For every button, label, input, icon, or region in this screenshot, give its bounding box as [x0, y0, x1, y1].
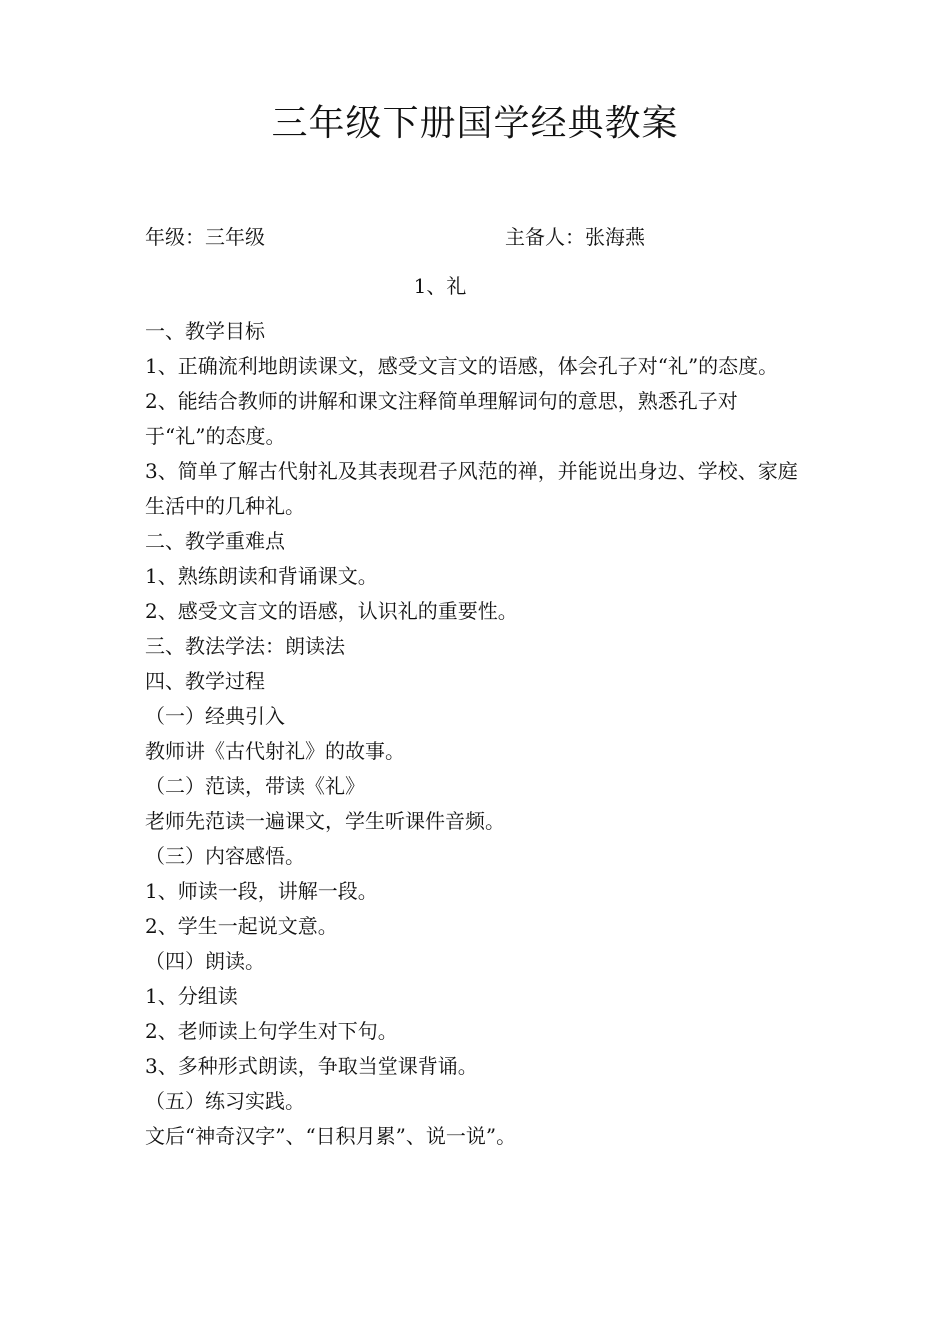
subsection-heading: （五）练习实践。 — [145, 1089, 305, 1113]
lesson-body — [145, 314, 810, 1154]
section-heading: 四、教学过程 — [145, 669, 265, 693]
paragraph: 3、简单了解古代射礼及其表现君子风范的禅，并能说出身边、学校、家庭生活中的几种礼。 — [145, 459, 798, 518]
section-heading: 二、教学重难点 — [145, 529, 285, 553]
document-title: 三年级下册国学经典教案 — [271, 103, 679, 144]
subsection-heading: （一）经典引入 — [145, 704, 285, 728]
paragraph: 2、能结合教师的讲解和课文注释简单理解词句的意思，熟悉孔子对于“礼”的态度。 — [145, 389, 738, 448]
paragraph: 老师先范读一遍课文，学生听课件音频。 — [145, 809, 505, 833]
author-label: 主备人：张海燕 — [505, 225, 645, 249]
subsection-heading: （四）朗读。 — [145, 949, 265, 973]
paragraph: 1、正确流利地朗读课文，感受文言文的语感，体会孔子对“礼”的态度。 — [145, 354, 779, 378]
paragraph: 1、分组读 — [145, 984, 238, 1008]
lesson-title: 1、礼 — [413, 274, 467, 298]
section-heading: 一、教学目标 — [145, 319, 265, 343]
paragraph: 1、师读一段，讲解一段。 — [145, 879, 378, 903]
subsection-heading: （三）内容感悟。 — [145, 844, 305, 868]
paragraph: 教师讲《古代射礼》的故事。 — [145, 739, 405, 763]
paragraph: 2、学生一起说文意。 — [145, 914, 338, 938]
paragraph: 1、熟练朗读和背诵课文。 — [145, 564, 378, 588]
paragraph: 3、多种形式朗读，争取当堂课背诵。 — [145, 1054, 478, 1078]
subsection-heading: （二）范读，带读《礼》 — [145, 774, 365, 798]
paragraph: 文后“神奇汉字”、“日积月累”、说一说”。 — [145, 1124, 517, 1148]
document-meta — [145, 221, 805, 253]
grade-label: 年级：三年级 — [145, 225, 265, 249]
section-heading: 三、教法学法：朗读法 — [145, 634, 345, 658]
paragraph: 2、老师读上句学生对下句。 — [145, 1019, 398, 1043]
paragraph: 2、感受文言文的语感，认识礼的重要性。 — [145, 599, 518, 623]
